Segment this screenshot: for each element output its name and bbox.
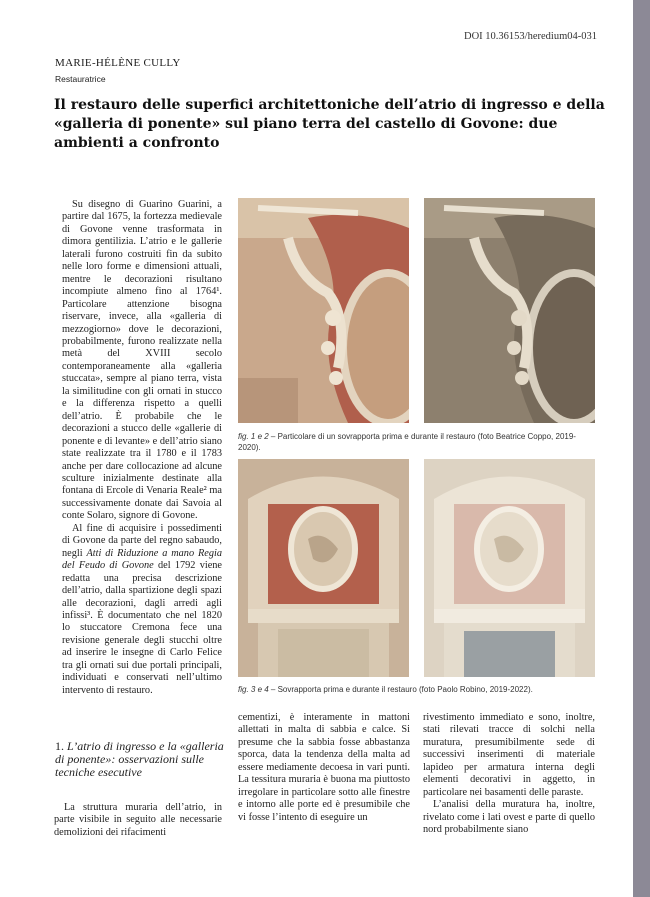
section-heading	[55, 740, 225, 779]
paragraph-6: L’analisi della muratura ha, inoltre, rivelato come i lati ovest e parte di quello nord probabilmente siano	[423, 799, 595, 836]
caption-label: fig. 1 e 2	[238, 432, 269, 441]
caption-text: – Particolare di un sovrapporta prima e durante il restauro (foto Beatrice Coppo, 2019-2020).	[238, 432, 576, 452]
middle-column	[238, 712, 410, 824]
figure-1-photo	[238, 198, 409, 423]
doi-label: DOI 10.36153/heredium04-031	[464, 31, 597, 42]
left-column	[62, 199, 222, 697]
author-role: Restauratrice	[55, 74, 106, 84]
section-number: 1.	[55, 739, 64, 753]
figure-3-4-caption	[238, 685, 598, 696]
figure-1-2-caption	[238, 432, 598, 453]
page-edge-stripe	[633, 0, 650, 897]
paragraph-5: rivestimento immediato e sono, inoltre, stati rilevati tracce di solchi nella muratura, presumibilmente sede di successivi inserimenti di materiale lapideo per armatura interna degli elementi decorativi in aggetto, in particolare nei basamenti delle paraste.	[423, 712, 595, 798]
figure-2-photo	[424, 198, 595, 423]
paragraph-2: Al fine di acquisire i possedimenti di Govone da parte del regno sabaudo, negli Atti di Riduzione a mano Regia del Feudo di Govone del 1792 viene redatta una precisa descrizione dell’atrio, dalla spartizione degli spazi alle decorazioni, dagli arredi agli infissi³. È documentato che nel 1820 lo stuccatore Cremona fece una revisione generale degli stucchi oltre ad inserire le insegne di Carlo Felice tra gli ornati sui due portali principali, individuati e conservati nell’ultimo intervento di restauro.	[62, 522, 223, 696]
paragraph-1: Su disegno di Guarino Guarini, a partire dal 1675, la fortezza medievale di Govone venne trasformata in dimora gentilizia. L’atrio e le gallerie laterali furono costruiti fin da subito nelle loro forme e dimensioni attuali, mentre le decorazioni risultano incompiute almeno fino al 1764¹. Particolare attenzione bisogna riservare, invece, alla «galleria di mezzogiorno» dove le decorazioni, probabilmente, furono realizzate nella metà del XVIII secolo contemporaneamente alla «galleria stuccata», sempre al piano terra, vista la similitudine con gli ornati in stucco e la differenza rispetto a quelli dell’atrio. È probabile che le decorazioni a stucco delle «gallerie di ponente e di levante» e dell’atrio siano state realizzate tra il 1780 e il 1783 anche per dare collocazione ad alcune sculture inizialmente destinate alla fontana di Ercole di Venaria Reale² ma successivamente donate dai Savoia al conte Solaro, signore di Govone.	[62, 199, 222, 522]
figure-4-photo	[424, 459, 595, 677]
right-column	[423, 712, 595, 837]
section-title: L’atrio di ingresso e la «galleria di ponente»: osservazioni sulle tecniche esecutive	[55, 739, 224, 779]
article-title: Il restauro delle superfici architettoniche dell’atrio di ingresso e della «galleria di ponente» sul piano terra del castello di Govone: due ambienti a confronto	[54, 97, 605, 151]
paragraph-4: cementizi, è interamente in mattoni allettati in malta di sabbia e calce. Si presume che la sabbia fosse abbastanza sporca, data la tendenza della malta ad essere mediamente decoesa in vari punti. La tessitura muraria è buona ma piuttosto irregolare in particolare sotto alle finestre e intorno alle porte ed è presumibile che vi fosse l’intento di eseguire un	[238, 712, 410, 823]
paragraph-3: La struttura muraria dell’atrio, in parte visibile in seguito alle necessarie demolizioni dei rifacimenti	[54, 802, 222, 838]
caption-label: fig. 3 e 4	[238, 685, 269, 694]
italic-title: Atti di Riduzione a mano Regia del Feudo di Govone	[62, 547, 223, 572]
left-bottom-column	[54, 802, 222, 839]
author-name: MARIE-HÉLÈNE CULLY	[55, 57, 181, 69]
caption-text: – Sovrapporta prima e durante il restauro (foto Paolo Robino, 2019-2022).	[268, 685, 533, 694]
figure-3-photo	[238, 459, 409, 677]
